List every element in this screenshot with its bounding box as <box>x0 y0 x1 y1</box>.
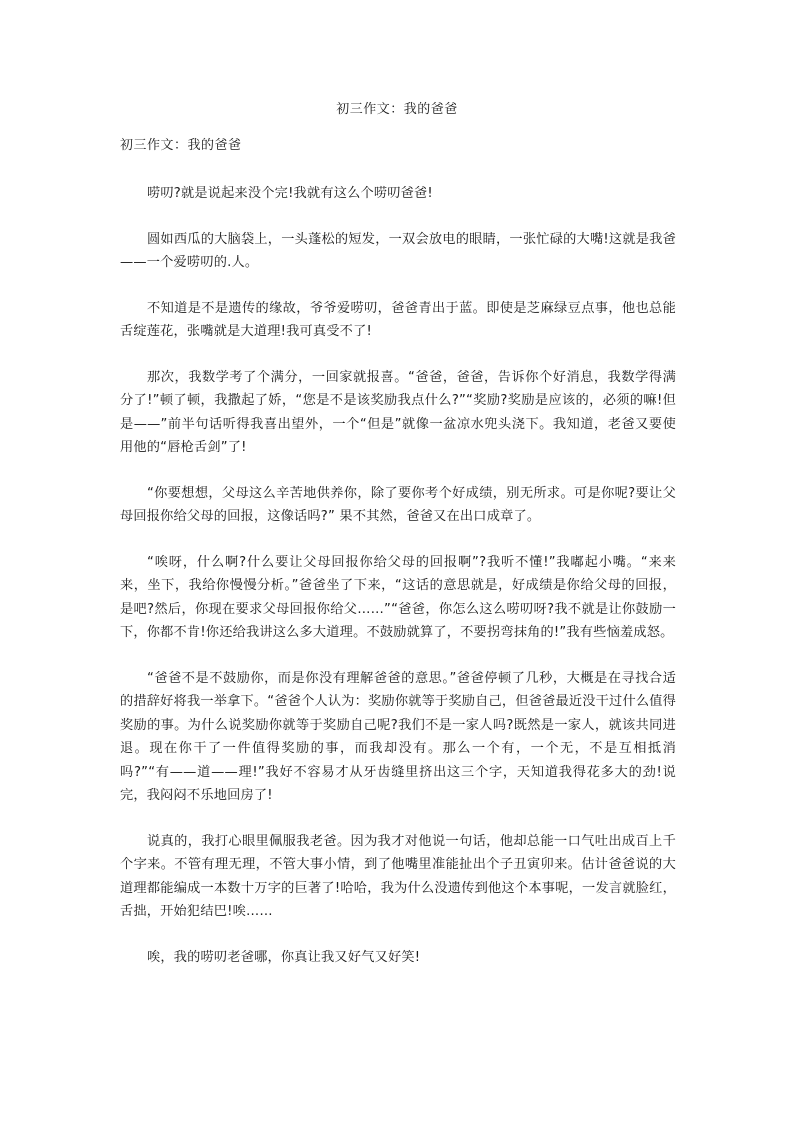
paragraph: 唠叨?就是说起来没个完!我就有这么个唠叨爸爸! <box>147 186 433 201</box>
document-title: 初三作文：我的爸爸 <box>336 102 458 117</box>
paragraph: 不知道是不是遗传的缘故，爷爷爱唠叨，爸爸青出于蓝。即使是芝麻绿豆点事，他也总能舌绽莲花，张嘴就是大道理!我可真受不了! <box>120 300 676 339</box>
paragraph: 那次，我数学考了个满分，一回家就报喜。“爸爸，爸爸，告诉你个好消息，我数学得满分了!”顿了顿，我撒起了娇，“您是不是该奖励我点什么?”“奖励?奖励是应该的，必须的嘛!但是——”前半句话听得我喜出望外，一个“但是”就像一盆凉水兜头浇下。我知道，老爸又要使用他的“唇枪舌剑”了! <box>120 369 676 455</box>
paragraph: “唉呀，什么啊?什么要让父母回报你给父母的回报啊”?我听不懂!”我嘟起小嘴。“来来来，坐下，我给你慢慢分析。”爸爸坐了下来，“这话的意思就是，好成绩是你给父母的回报，是吧?然后，你现在要求父母回报你给父……”“爸爸，你怎么这么唠叨呀?我不就是让你鼓励一下，你都不肯!你还给我讲这么多大道理。不鼓励就算了，不要拐弯抹角的!”我有些恼羞成怒。 <box>120 554 676 640</box>
paragraph: “你要想想，父母这么辛苦地供养你，除了要你考个好成绩，别无所求。可是你呢?要让父母回报你给父母的回报，这像话吗?” 果不其然，爸爸又在出口成章了。 <box>120 485 676 524</box>
paragraph: 圆如西瓜的大脑袋上，一头蓬松的短发，一双会放电的眼睛，一张忙碌的大嘴!这就是我爸——一个爱唠叨的.人。 <box>120 231 676 270</box>
document-subtitle: 初三作文：我的爸爸 <box>120 138 242 153</box>
paragraph: “爸爸不是不鼓励你，而是你没有理解爸爸的意思。”爸爸停顿了几秒，大概是在寻找合适的措辞好将我一举拿下。“爸爸个人认为：奖励你就等于奖励自己，但爸爸最近没干过什么值得奖励的事。为什么说奖励你就等于奖励自己呢?我们不是一家人吗?既然是一家人，就该共同进退。现在你干了一件值得奖励的事，而我却没有。那么一个有，一个无，不是互相抵消吗?”“有——道——理!”我好不容易才从牙齿缝里挤出这三个字，天知道我得花多大的劲!说完，我闷闷不乐地回房了! <box>120 670 676 803</box>
document-body <box>120 182 676 991</box>
paragraph: 说真的，我打心眼里佩服我老爸。因为我才对他说一句话，他却总能一口气吐出成百上千个字来。不管有理无理，不管大事小情，到了他嘴里准能扯出个子丑寅卯来。估计爸爸说的大道理都能编成一本数十万字的巨著了!哈哈，我为什么没遗传到他这个本事呢，一发言就脸红，舌拙，开始犯结巴!唉…… <box>120 833 676 919</box>
paragraph: 唉，我的唠叨老爸哪，你真让我又好气又好笑! <box>147 949 421 965</box>
